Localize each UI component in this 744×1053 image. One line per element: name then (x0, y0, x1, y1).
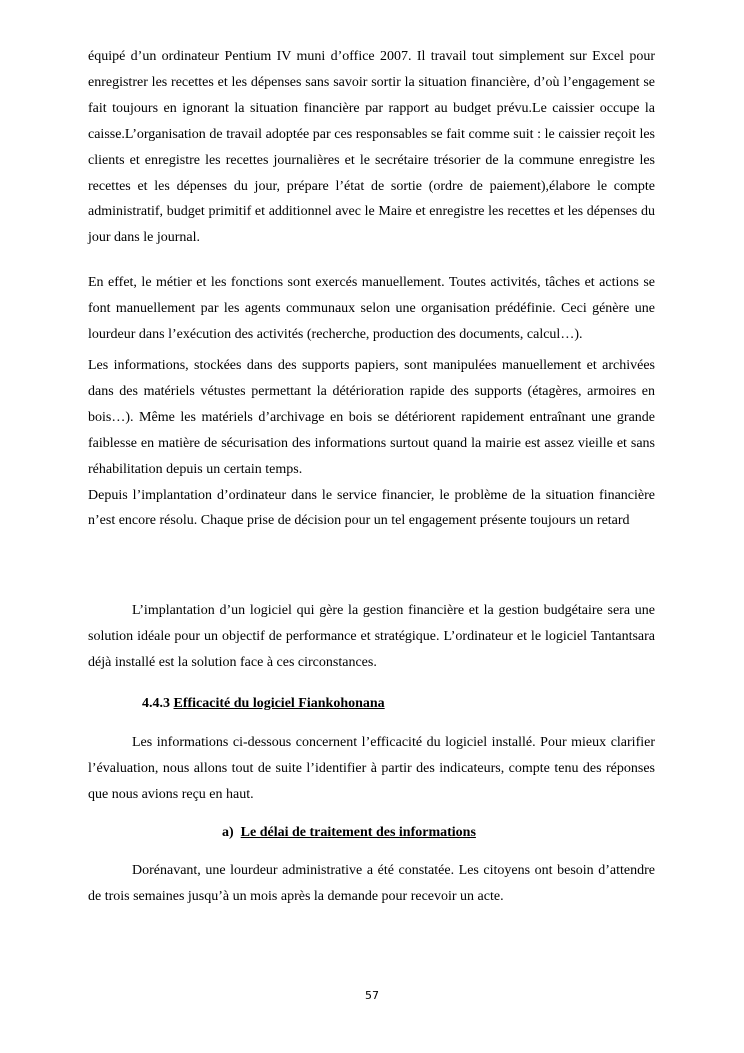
paragraph-5 (88, 598, 655, 676)
paragraph-6 (88, 730, 655, 808)
paragraph-3-text: Les informations, stockées dans des supports papiers, sont manipulées manuellement et archivées dans des matériels vétustes permettant la détérioration rapide des supports (étagères, armoires en bois…). Même les matériels d’archivage en bois se détériorent rapidement entraînant une grande faiblesse en matière de sécurisation des informations surtout quand la mairie est assez vieille et sans réhabilitation depuis un certain temps. (88, 358, 655, 477)
sub-heading (222, 823, 476, 843)
sub-heading-title: Le délai de traitement des informations (240, 825, 476, 840)
paragraph-1-text: équipé d’un ordinateur Pentium IV muni d’office 2007. Il travail tout simplement sur Excel pour enregistrer les recettes et les dépenses sans savoir sortir la situation financière, d’où l’engagement se fait toujours en ignorant la situation financière par rapport au budget prévu.Le caissier occupe la caisse.L’organisation de travail adoptée par ces responsables se fait comme suit : le caissier reçoit les clients et enregistre les recettes journalières et le secrétaire trésorier de la commune enregistre les recettes et les dépenses du jour, prépare l’état de sortie (ordre de paiement),élabore le compte administratif, budget primitif et additionnel avec le Maire et enregistre les recettes et les dépenses du jour dans le journal. (88, 49, 655, 246)
paragraph-6-text: Les informations ci-dessous concernent l’efficacité du logiciel installé. Pour mieux clarifier l’évaluation, nous allons tout de suite l’identifier à partir des indicateurs, compte tenu des réponses que nous avions reçu en haut. (88, 735, 655, 802)
paragraph-4-text: Depuis l’implantation d’ordinateur dans le service financier, le problème de la situation financière n’est encore résolu. Chaque prise de décision pour un tel engagement présente toujours un retard (88, 487, 655, 529)
paragraph-7-text: Dorénavant, une lourdeur administrative a été constatée. Les citoyens ont besoin d’attendre de trois semaines jusqu’à un mois après la demande pour recevoir un acte. (88, 863, 655, 904)
section-heading (142, 694, 385, 714)
paragraph-3 (88, 353, 655, 534)
sub-heading-marker: a) (222, 825, 234, 840)
page-number: 57 (365, 989, 379, 1002)
paragraph-7 (88, 858, 655, 910)
paragraph-1 (88, 44, 655, 251)
paragraph-2-text: En effet, le métier et les fonctions sont exercés manuellement. Toutes activités, tâches et actions se font manuellement par les agents communaux selon une organisation prédéfinie. Ceci génère une lourdeur dans l’exécution des activités (recherche, production des documents, calcul…). (88, 275, 655, 342)
section-heading-number: 4.4.3 (142, 696, 170, 711)
section-heading-title: Efficacité du logiciel Fiankohonana (173, 696, 385, 711)
paragraph-2 (88, 270, 655, 348)
paragraph-5-text: L’implantation d’un logiciel qui gère la gestion financière et la gestion budgétaire sera une solution idéale pour un objectif de performance et stratégique. L’ordinateur et le logiciel Tantantsara déjà installé est la solution face à ces circonstances. (88, 603, 655, 670)
